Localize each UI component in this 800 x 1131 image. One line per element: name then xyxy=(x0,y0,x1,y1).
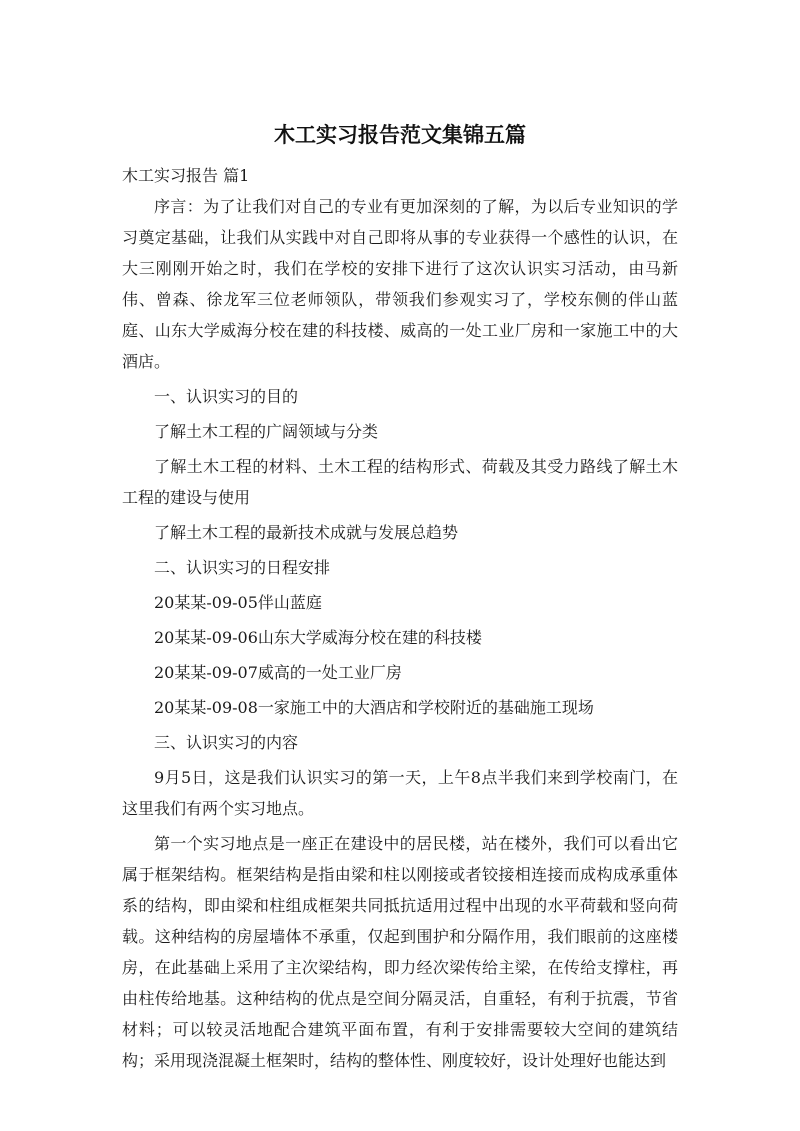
schedule-item-3: 20某某-09-07威高的一处工业厂房 xyxy=(154,663,402,682)
heading-purpose: 一、认识实习的目的 xyxy=(154,387,299,406)
paragraph-day-one: 9月5日，这是我们认识实习的第一天，上午8点半我们来到学校南门，在这里我们有两个实习地点。 xyxy=(122,768,678,818)
document-title: 木工实习报告范文集锦五篇 xyxy=(274,123,526,147)
paragraph-purpose-1: 了解土木工程的广阔领域与分类 xyxy=(154,422,379,441)
heading-schedule: 二、认识实习的日程安排 xyxy=(154,558,331,577)
schedule-item-2: 20某某-09-06山东大学威海分校在建的科技楼 xyxy=(154,628,482,647)
paragraph-first-site: 第一个实习地点是一座正在建设中的居民楼，站在楼外，我们可以看出它属于框架结构。框架结构是指由梁和柱以刚接或者铰接相连接而成构成承重体系的结构，即由梁和柱组成框架共同抵抗适用过程中出现的水平荷载和竖向荷载。这种结构的房屋墙体不承重，仅起到围护和分隔作用，我们眼前的这座楼房，在此基础上采用了主次梁结构，即力经次梁传给主梁，在传给支撑柱，再由柱传给地基。这种结构的优点是空间分隔灵活，自重轻，有利于抗震，节省材料；可以较灵活地配合建筑平面布置，有利于安排需要较大空间的建筑结构；采用现浇混凝土框架时，结构的整体性、刚度较好，设计处理好也能达到 xyxy=(122,834,678,1070)
schedule-item-4: 20某某-09-08一家施工中的大酒店和学校附近的基础施工现场 xyxy=(154,698,594,717)
paragraph-purpose-2: 了解土木工程的材料、土木工程的结构形式、荷载及其受力路线了解土木工程的建设与使用 xyxy=(122,457,678,507)
paragraph-preface: 序言：为了让我们对自己的专业有更加深刻的了解，为以后专业知识的学习奠定基础，让我们从实践中对自己即将从事的专业获得一个感性的认识，在大三刚刚开始之时，我们在学校的安排下进行了这次认识实习活动，由马新伟、曾森、徐龙军三位老师领队，带领我们参观实习了，学校东侧的伴山蓝庭、山东大学威海分校在建的科技楼、威高的一处工业厂房和一家施工中的大酒店。 xyxy=(122,197,678,371)
section-subheading: 木工实习报告 篇1 xyxy=(122,166,250,185)
heading-content: 三、认识实习的内容 xyxy=(154,733,299,752)
paragraph-purpose-3: 了解土木工程的最新技术成就与发展总趋势 xyxy=(154,523,459,542)
schedule-item-1: 20某某-09-05伴山蓝庭 xyxy=(154,593,322,612)
document-page xyxy=(122,118,678,1076)
